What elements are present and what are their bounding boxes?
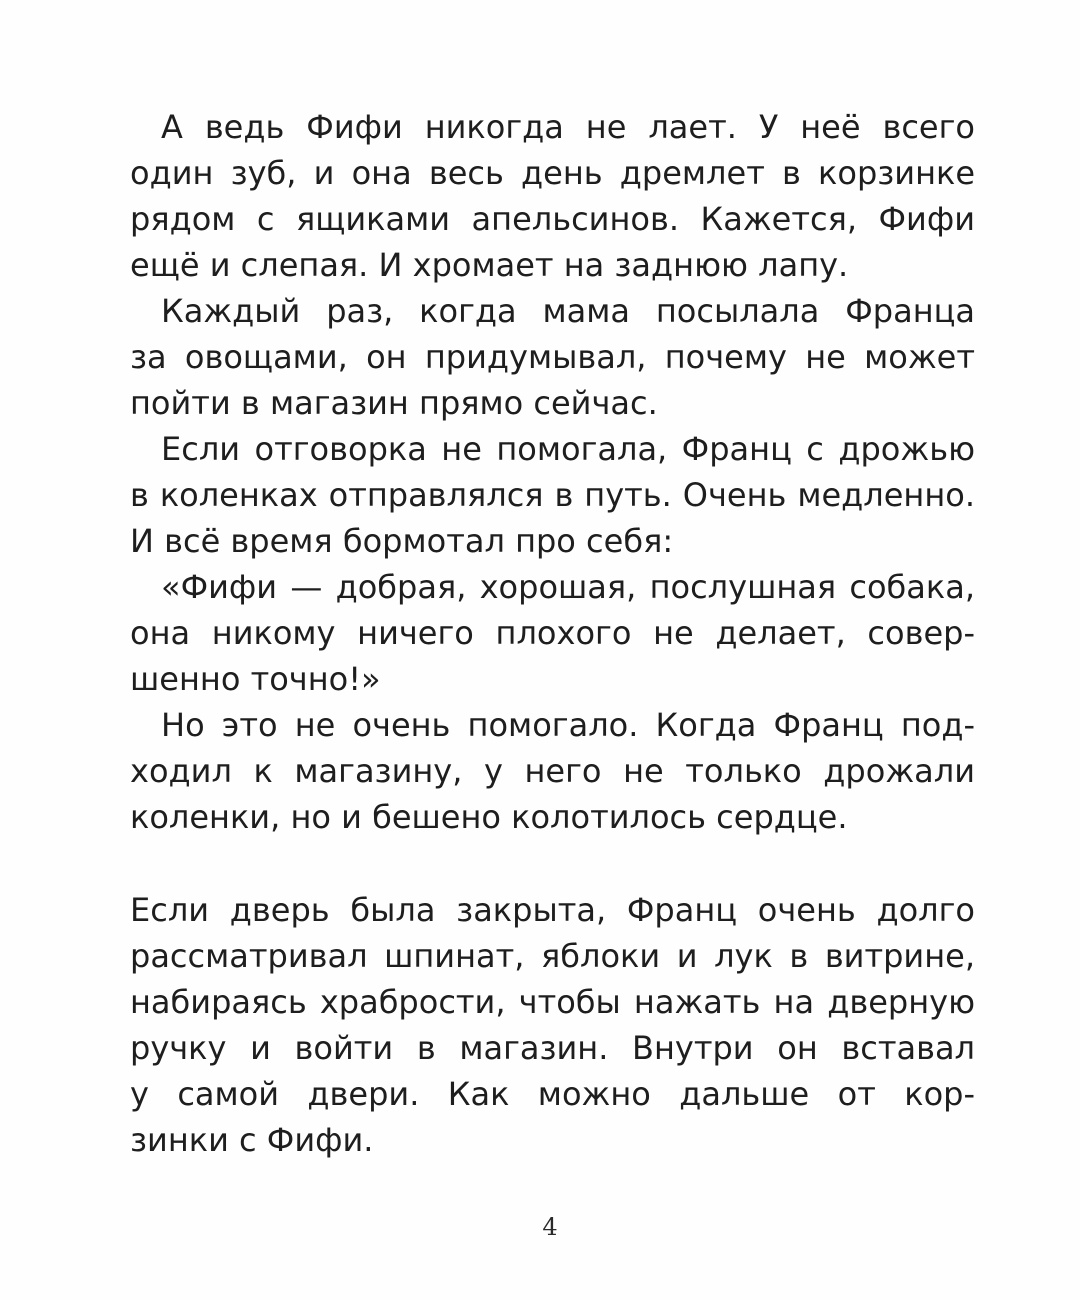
page-number: 4 <box>542 1213 558 1241</box>
text-line: коленки, но и бешено колотилось сердце. <box>130 798 848 836</box>
text-line: И всё время бормотал про себя: <box>130 522 674 560</box>
text-line: Каждый раз, когда мама посылала Франца <box>161 292 975 330</box>
text-line: у самой двери. Как можно дальше от кор- <box>130 1075 975 1113</box>
text-line: Если дверь была закрыта, Франц очень долго <box>130 891 975 929</box>
text-line: ручку и войти в магазин. Внутри он вставал <box>130 1029 975 1067</box>
text-line: «Фифи — добрая, хорошая, послушная собака, <box>161 568 975 606</box>
text-line: за овощами, он придумывал, почему не может <box>130 338 975 376</box>
text-line: Если отговорка не помогала, Франц с дрожью <box>161 430 975 468</box>
text-line: рядом с ящиками апельсинов. Кажется, Фифи <box>130 200 975 238</box>
text-line: ходил к магазину, у него не только дрожали <box>130 752 975 790</box>
text-line: шенно точно!» <box>130 660 381 698</box>
text-line: рассматривал шпинат, яблоки и лук в витрине, <box>130 937 975 975</box>
text-line: зинки с Фифи. <box>130 1121 374 1159</box>
text-line: в коленках отправлялся в путь. Очень медленно. <box>130 476 975 514</box>
text-line: ещё и слепая. И хромает на заднюю лапу. <box>130 246 849 284</box>
text-line: набираясь храбрости, чтобы нажать на дверную <box>130 983 975 1021</box>
text-line: Но это не очень помогало. Когда Франц под- <box>161 706 975 744</box>
text-line: она никому ничего плохого не делает, совер- <box>130 614 975 652</box>
text-line: пойти в магазин прямо сейчас. <box>130 384 658 422</box>
text-line: один зуб, и она весь день дремлет в корзинке <box>130 154 975 192</box>
text-line: А ведь Фифи никогда не лает. У неё всего <box>161 108 975 146</box>
